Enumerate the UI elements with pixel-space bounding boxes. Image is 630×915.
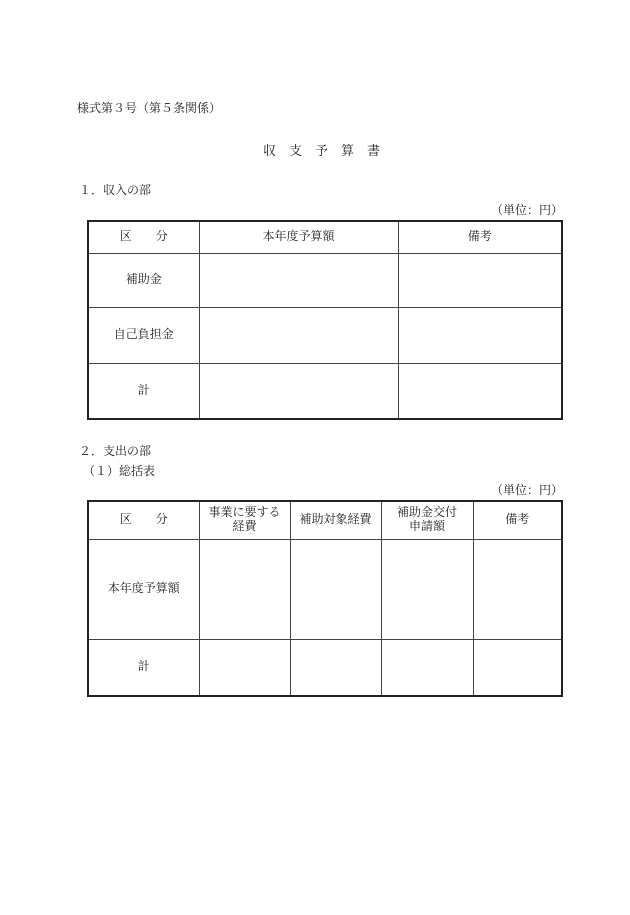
expense-header-eligible-cost: 補助対象経費 — [290, 501, 381, 539]
document-title: 収 支 予 算 書 — [263, 144, 381, 159]
expense-unit-label: （単位：円） — [491, 483, 564, 497]
income-heading: １．収入の部 — [79, 183, 152, 197]
income-note-cell[interactable] — [398, 307, 562, 363]
table-row — [88, 307, 562, 363]
income-budget-cell[interactable] — [199, 307, 398, 363]
income-budget-cell[interactable] — [199, 253, 398, 307]
expense-row-label: 本年度予算額 — [88, 539, 199, 639]
table-row — [88, 253, 562, 307]
expense-cell[interactable] — [290, 539, 381, 639]
expense-subheading: （１）総括表 — [83, 464, 156, 478]
income-table — [87, 220, 563, 420]
expense-header-project-cost: 事業に要する 経費 — [199, 501, 290, 539]
income-header-budget: 本年度予算額 — [199, 221, 398, 253]
expense-header-requested-amount: 補助金交付 申請額 — [381, 501, 473, 539]
expense-cell[interactable] — [199, 539, 290, 639]
income-row-label: 計 — [88, 363, 199, 419]
expense-summary-table — [87, 500, 563, 697]
income-budget-cell[interactable] — [199, 363, 398, 419]
income-header-row — [88, 221, 562, 253]
income-note-cell[interactable] — [398, 253, 562, 307]
income-row-label: 自己負担金 — [88, 307, 199, 363]
table-row — [88, 539, 562, 639]
expense-cell[interactable] — [199, 639, 290, 696]
expense-cell[interactable] — [473, 639, 562, 696]
expense-header-row — [88, 501, 562, 539]
income-row-label: 補助金 — [88, 253, 199, 307]
expense-cell[interactable] — [381, 639, 473, 696]
expense-row-label: 計 — [88, 639, 199, 696]
expense-cell[interactable] — [381, 539, 473, 639]
form-number: 様式第３号（第５条関係） — [77, 101, 222, 115]
expense-header-category: 区 分 — [88, 501, 199, 539]
income-unit-label: （単位：円） — [491, 203, 564, 217]
table-row — [88, 639, 562, 696]
expense-cell[interactable] — [290, 639, 381, 696]
expense-header-note: 備考 — [473, 501, 562, 539]
table-row — [88, 363, 562, 419]
income-header-category: 区 分 — [88, 221, 199, 253]
expense-heading: ２．支出の部 — [79, 444, 152, 458]
income-header-note: 備考 — [398, 221, 562, 253]
income-note-cell[interactable] — [398, 363, 562, 419]
expense-cell[interactable] — [473, 539, 562, 639]
